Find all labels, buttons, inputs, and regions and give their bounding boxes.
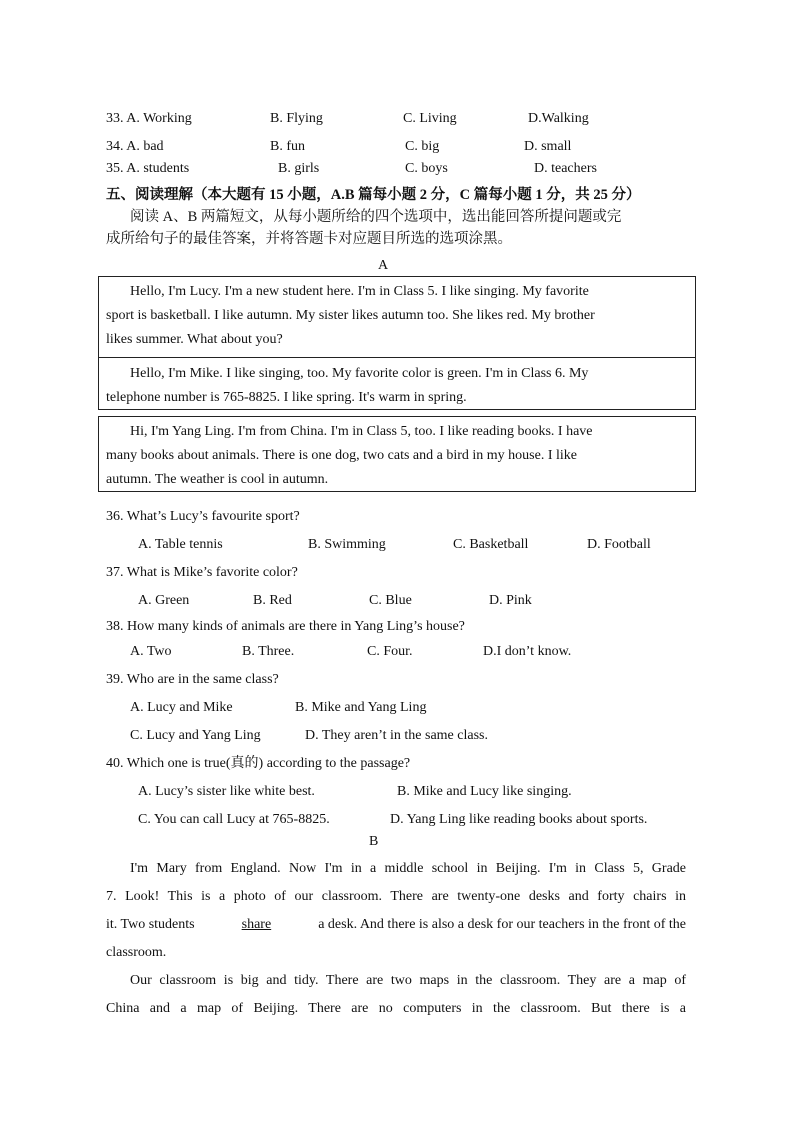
q39-option-b: B. Mike and Yang Ling — [295, 700, 427, 715]
q40-option-c: C. You can call Lucy at 765-8825. — [138, 812, 330, 827]
q36-question: 36. What’s Lucy’s favourite sport? — [106, 509, 300, 524]
q34-option-c: C. big — [405, 139, 440, 154]
q40-option-d: D. Yang Ling like reading books about sports. — [390, 812, 648, 827]
q35-option-a: 35. A. students — [106, 161, 190, 176]
q33-option-d: D.Walking — [528, 111, 589, 126]
passage-a-label: A — [378, 258, 389, 273]
q40-option-b: B. Mike and Lucy like singing. — [397, 784, 572, 799]
q33-option-b: B. Flying — [270, 111, 323, 126]
q37-option-c: C. Blue — [369, 593, 412, 608]
q38-option-a: A. Two — [130, 644, 172, 659]
passage-b-p1-line1: I'm Mary from England. Now I'm in a middle school in Beijing. I'm in Class 5, Grade — [130, 861, 686, 876]
yangling-line-3: autumn. The weather is cool in autumn. — [106, 472, 329, 487]
mike-line-1: Hello, I'm Mike. I like singing, too. My favorite color is green. I'm in Class 6. My — [130, 366, 589, 381]
passage-a-mike-box — [98, 357, 696, 410]
lucy-line-3: likes summer. What about you? — [106, 332, 283, 347]
passage-b-p2-line2: China and a map of Beijing. There are no computers in the classroom. But there is a — [106, 1001, 686, 1016]
q39-option-c: C. Lucy and Yang Ling — [130, 728, 261, 743]
section-instruction-line2: 成所给句子的最佳答案，并将答题卡对应题目所选的选项涂黑。 — [106, 231, 512, 247]
q39-question: 39. Who are in the same class? — [106, 672, 279, 687]
q40-question: 40. Which one is true(真的) according to the passage? — [106, 756, 411, 771]
q37-option-a: A. Green — [138, 593, 190, 608]
yangling-line-1: Hi, I'm Yang Ling. I'm from China. I'm in Class 5, too. I like reading books. I have — [130, 424, 593, 439]
q40-option-a: A. Lucy’s sister like white best. — [138, 784, 315, 799]
q38-question: 38. How many kinds of animals are there in Yang Ling’s house? — [106, 619, 465, 634]
q33-option-c: C. Living — [403, 111, 457, 126]
passage-b-label: B — [369, 834, 379, 849]
passage-b-p1-line4: classroom. — [106, 945, 167, 960]
q38-option-d: D.I don’t know. — [483, 644, 572, 659]
mike-line-2: telephone number is 765-8825. I like spring. It's warm in spring. — [106, 390, 467, 405]
q36-option-c: C. Basketball — [453, 537, 529, 552]
q36-option-a: A. Table tennis — [138, 537, 223, 552]
q36-option-d: D. Football — [587, 537, 651, 552]
q34-option-b: B. fun — [270, 139, 305, 154]
q35-option-c: C. boys — [405, 161, 448, 176]
q39-option-d: D. They aren’t in the same class. — [305, 728, 488, 743]
passage-b-p1-line2: 7. Look! This is a photo of our classroom. There are twenty-one desks and forty chairs in — [106, 889, 686, 904]
yangling-line-2: many books about animals. There is one dog, two cats and a bird in my house. I like — [106, 448, 577, 463]
passage-b-p1-line3-end: a desk. And there is also a desk for our teachers in the front of the — [318, 917, 686, 932]
lucy-line-1: Hello, I'm Lucy. I'm a new student here. I'm in Class 5. I like singing. My favorite — [130, 284, 589, 299]
lucy-line-2: sport is basketball. I like autumn. My sister likes autumn too. She likes red. My brother — [106, 308, 595, 323]
q39-option-a: A. Lucy and Mike — [130, 700, 233, 715]
q35-option-b: B. girls — [278, 161, 320, 176]
q37-option-d: D. Pink — [489, 593, 532, 608]
q37-option-b: B. Red — [253, 593, 292, 608]
section-heading: 五、阅读理解（本大题有 15 小题，A.B 篇每小题 2 分，C 篇每小题 1 分，共 25 分） — [106, 187, 641, 203]
q34-option-a: 34. A. bad — [106, 139, 164, 154]
passage-b-p1-line3-start: it. Two students — [106, 917, 195, 932]
q36-option-b: B. Swimming — [308, 537, 386, 552]
passage-b-p1-line3 — [106, 916, 686, 934]
passage-b-p2-line1: Our classroom is big and tidy. There are two maps in the classroom. They are a map of — [130, 973, 686, 988]
q38-option-c: C. Four. — [367, 644, 413, 659]
q34-option-d: D. small — [524, 139, 572, 154]
q37-question: 37. What is Mike’s favorite color? — [106, 565, 298, 580]
q38-option-b: B. Three. — [242, 644, 295, 659]
share-underlined-word: share — [241, 917, 272, 932]
q35-option-d: D. teachers — [534, 161, 597, 176]
passage-a-yangling-box — [98, 416, 696, 492]
section-instruction-line1: 阅读 A、B 两篇短文，从每小题所给的四个选项中，选出能回答所提问题或完 — [130, 209, 622, 225]
passage-a-lucy-box — [98, 276, 696, 358]
q33-option-a: 33. A. Working — [106, 111, 192, 126]
